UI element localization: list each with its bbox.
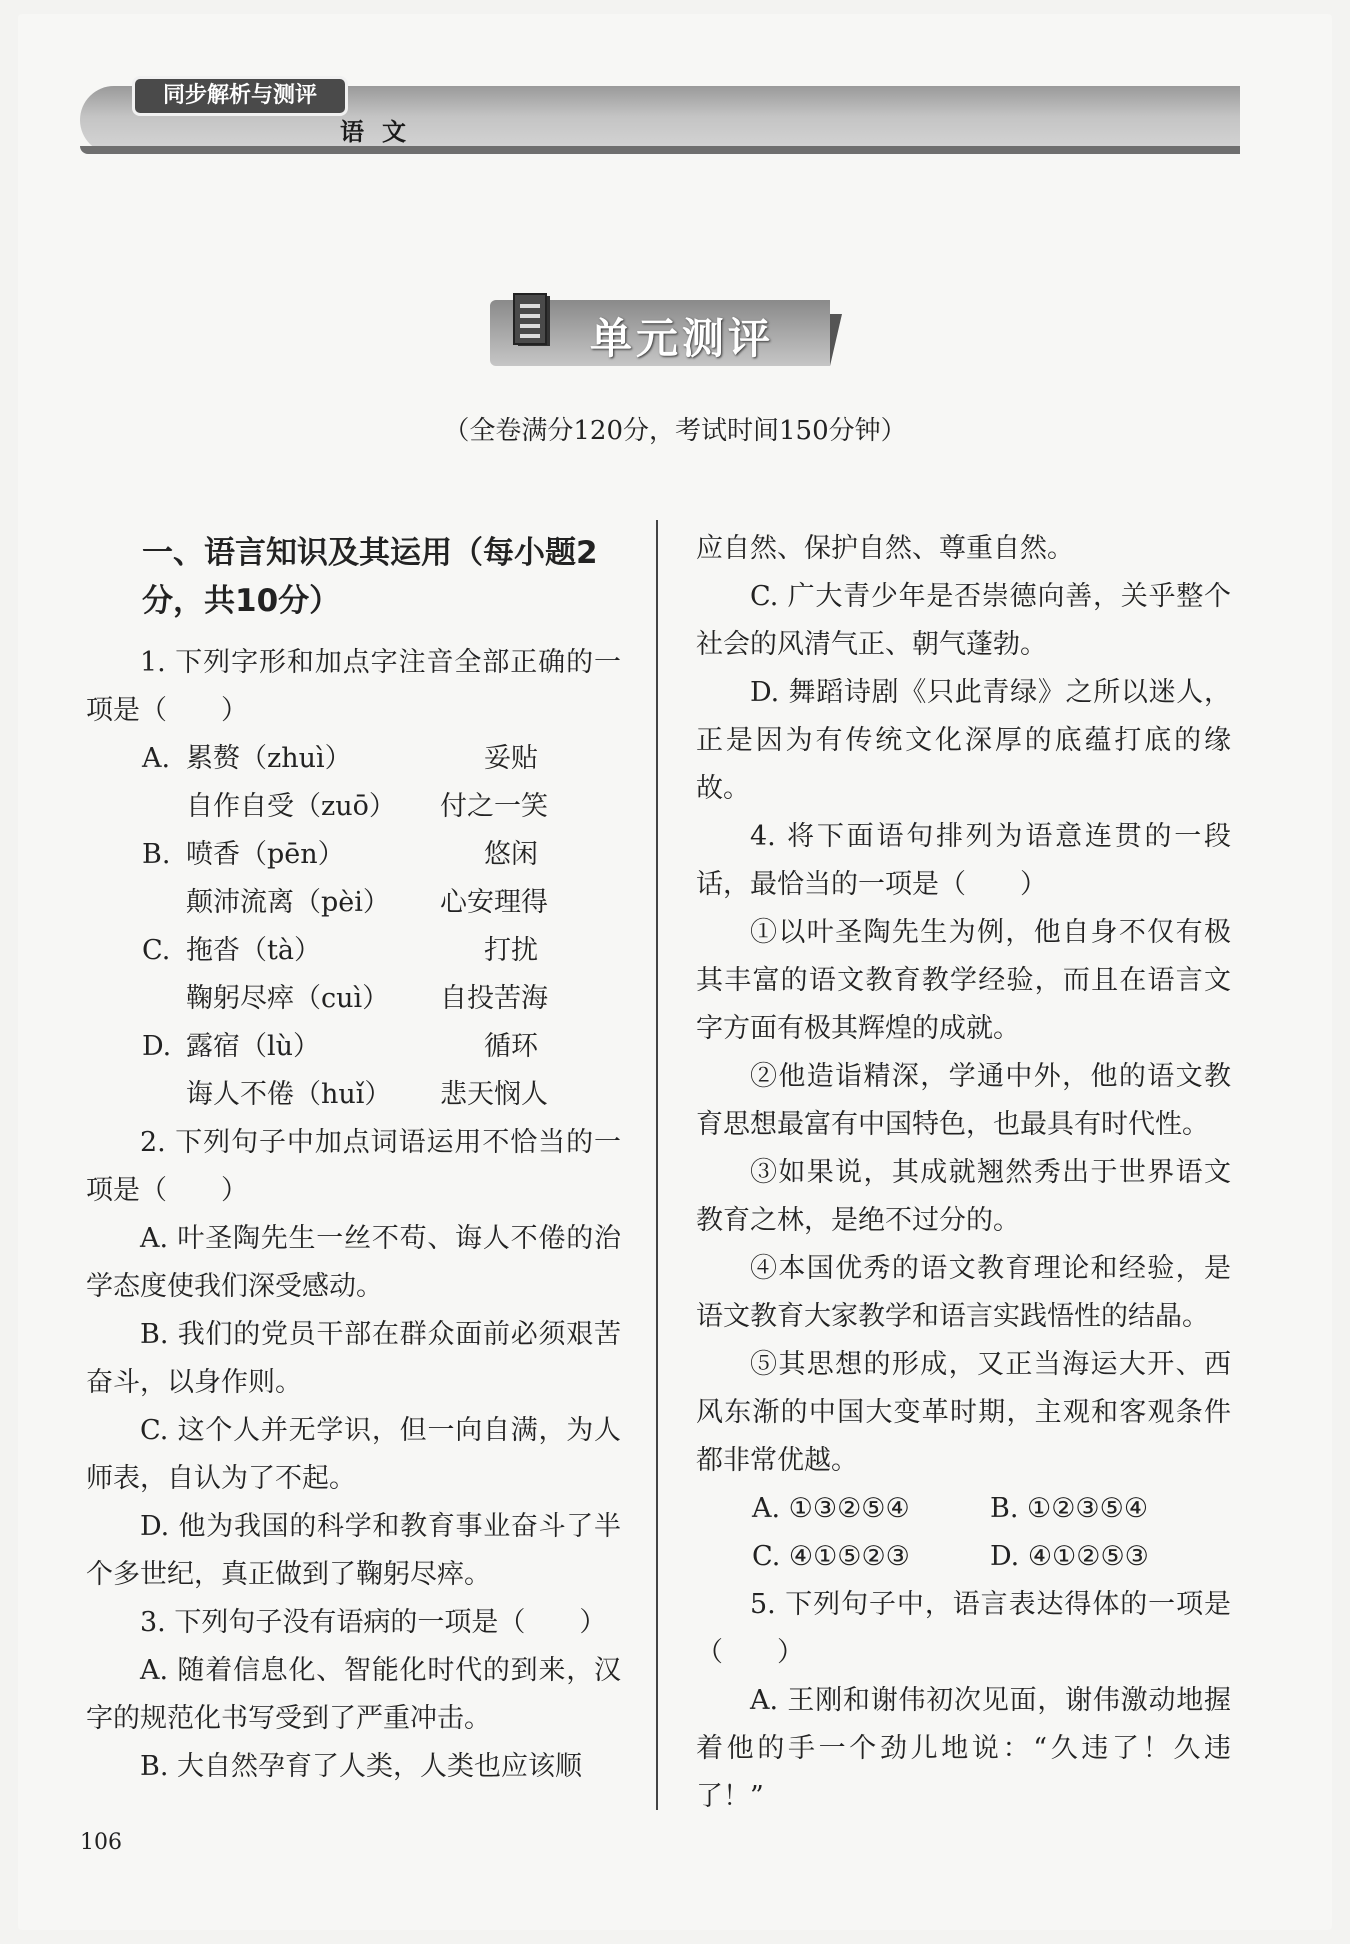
- page-number: 106: [80, 1830, 122, 1855]
- q3-option-c: C. 广大青少年是否崇德向善，关乎整个社会的风清气正、朝气蓬勃。: [696, 581, 1231, 660]
- q1-option-row: [86, 735, 621, 783]
- q4-sentence-1: ①以叶圣陶先生为例，他自身不仅有极其丰富的语文教育教学经验，而且在语言文字方面有极其辉煌的成就。: [696, 917, 1231, 1044]
- left-column: [86, 525, 621, 1791]
- q1-option-row: [86, 975, 621, 1023]
- q4-sentence-3: ③如果说，其成就翘然秀出于世界语文教育之林，是绝不过分的。: [696, 1157, 1231, 1236]
- q3-option-b-continued: 应自然、保护自然、尊重自然。: [696, 533, 1074, 564]
- series-title: 同步解析与测评: [132, 76, 348, 116]
- q3-option-a: A. 随着信息化、智能化时代的到来，汉字的规范化书写受到了严重冲击。: [86, 1655, 621, 1734]
- q1-option-label: B.: [142, 839, 171, 870]
- q1-option-word: 累赘（zhuì）: [186, 743, 352, 774]
- q4-choice-a: A. ①③②⑤④: [752, 1493, 910, 1524]
- q2-option-b: B. 我们的党员干部在群众面前必须艰苦奋斗，以身作则。: [86, 1319, 621, 1398]
- q1-option-label: C.: [142, 935, 171, 966]
- q1-option-row: [86, 927, 621, 975]
- q2-option-d: D. 他为我国的科学和教育事业奋斗了半个多世纪，真正做到了鞠躬尽瘁。: [86, 1511, 621, 1590]
- q4-choice-d: D. ④①②⑤③: [990, 1541, 1149, 1572]
- q1-stem: 1. 下列字形和加点字注音全部正确的一项是（ ）: [86, 647, 621, 726]
- q3-option-d: D. 舞蹈诗剧《只此青绿》之所以迷人，正是因为有传统文化深厚的底蕴打底的缘故。: [696, 677, 1231, 804]
- q1-option-row: [86, 783, 621, 831]
- banner-title: 单元测评: [590, 314, 775, 363]
- q2-stem: 2. 下列句子中加点词语运用不恰当的一项是（ ）: [86, 1127, 621, 1206]
- q1-option-row: [86, 1023, 621, 1071]
- q3-stem: 3. 下列句子没有语病的一项是（ ）: [140, 1607, 607, 1638]
- q1-option-row: [86, 831, 621, 879]
- right-column: [696, 525, 1231, 1821]
- section-heading: 一、语言知识及其运用（每小题2分，共10分）: [142, 535, 598, 619]
- q4-sentence-5: ⑤其思想的形成，又正当海运大开、西风东渐的中国大变革时期，主观和客观条件都非常优越。: [696, 1349, 1231, 1476]
- q1-option-word-pair: 打扰: [484, 935, 538, 966]
- q4-sentence-4: ④本国优秀的语文教育理论和经验，是语文教育大家教学和语言实践悟性的结晶。: [696, 1253, 1231, 1332]
- q3-option-b: B. 大自然孕育了人类，人类也应该顺: [140, 1751, 583, 1782]
- q5-option-a: A. 王刚和谢伟初次见面，谢伟激动地握着他的手一个劲儿地说：“久违了！久违了！”: [696, 1685, 1231, 1812]
- score-note: （全卷满分120分，考试时间150分钟）: [443, 416, 907, 446]
- q1-option-word-pair: 自投苦海: [440, 983, 548, 1014]
- q2-option-c: C. 这个人并无学识，但一向自满，为人师表，自认为了不起。: [86, 1415, 621, 1494]
- q4-choice-b: B. ①②③⑤④: [990, 1493, 1149, 1524]
- q1-option-word-pair: 循环: [484, 1031, 538, 1062]
- q2-option-a: A. 叶圣陶先生一丝不苟、诲人不倦的治学态度使我们深受感动。: [86, 1223, 621, 1302]
- q1-option-word: 诲人不倦（huǐ）: [186, 1079, 392, 1110]
- q1-option-word: 拖沓（tà）: [186, 935, 321, 966]
- column-divider: [656, 520, 658, 1810]
- q1-option-word-pair: 悠闲: [484, 839, 538, 870]
- subject-label: 语文: [340, 118, 424, 146]
- q1-option-label: D.: [142, 1031, 172, 1062]
- q5-stem: 5. 下列句子中，语言表达得体的一项是（ ）: [696, 1589, 1231, 1668]
- q1-option-word-pair: 心安理得: [440, 887, 548, 918]
- document-icon: [512, 292, 558, 350]
- q1-option-word: 颠沛流离（pèi）: [186, 887, 390, 918]
- q1-options: [86, 735, 621, 1119]
- q1-option-label: A.: [142, 743, 171, 774]
- q1-option-row: [86, 879, 621, 927]
- q1-option-word-pair: 悲天悯人: [440, 1079, 548, 1110]
- q1-option-row: [86, 1071, 621, 1119]
- q1-option-word-pair: 妥贴: [484, 743, 538, 774]
- q4-choices-row-1: [696, 1485, 1231, 1533]
- q4-sentence-2: ②他造诣精深，学通中外，他的语文教育思想最富有中国特色，也最具有时代性。: [696, 1061, 1231, 1140]
- q1-option-word: 鞠躬尽瘁（cuì）: [186, 983, 390, 1014]
- q1-option-word: 喷香（pēn）: [186, 839, 345, 870]
- q1-option-word-pair: 付之一笑: [440, 791, 548, 822]
- q4-stem: 4. 将下面语句排列为语意连贯的一段话，最恰当的一项是（ ）: [696, 821, 1231, 900]
- q4-choices-row-2: [696, 1533, 1231, 1581]
- q1-option-word: 自作自受（zuō）: [186, 791, 396, 822]
- q4-choice-c: C. ④①⑤②③: [752, 1541, 910, 1572]
- q1-option-word: 露宿（lù）: [186, 1031, 321, 1062]
